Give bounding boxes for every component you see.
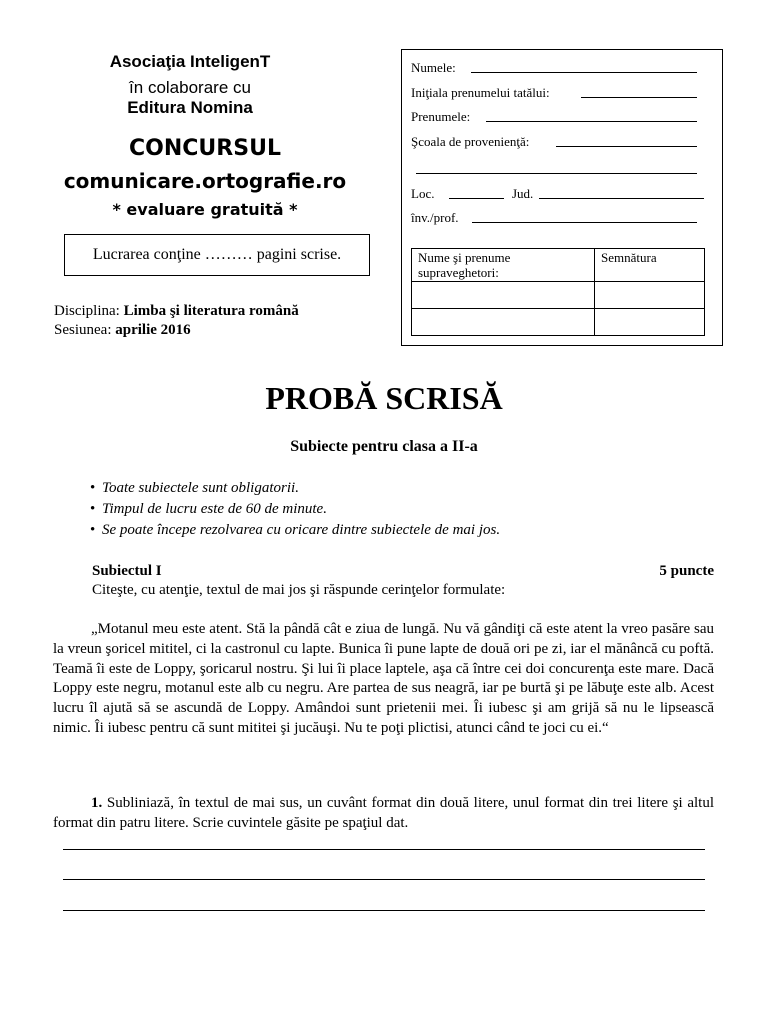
organization-name: Asociaţia InteligenT	[109, 52, 271, 71]
subject-title: Subiectul I	[92, 563, 162, 579]
question-1	[53, 794, 714, 834]
name-label: Numele:	[411, 60, 456, 75]
contest-title: CONCURSUL	[129, 136, 281, 161]
loc-label: Loc.	[411, 186, 435, 201]
exam-title: PROBĂ SCRISĂ	[265, 380, 503, 416]
bullet-icon: •	[90, 501, 96, 517]
school-field[interactable]	[556, 146, 697, 147]
signature-header: Semnătura	[595, 249, 705, 282]
answer-line[interactable]	[63, 849, 705, 850]
supervisor-1-signature-cell[interactable]	[595, 282, 705, 309]
subject-points: 5 puncte	[659, 563, 714, 579]
pages-count-box: Lucrarea conţine ……… pagini scrise.	[64, 234, 370, 276]
story-paragraph: „Motanul meu este atent. Stă la pândă cât e ziua de lungă. Nu vă gândiţi că este atent la vreo pasăre sau la vreun şoricel mititel, ci la castronul cu lapte. Bunica îi pune lapte de două ori pe zi, iar el mănâncă cu poftă. Teamă îi este de Loppy, şoricarul nostru. Şi lui îi place laptele, aşa că între cei doi concurenţa este mare. Dacă Loppy este negru, motanul este alb cu negru. Are partea de sus neagră, iar pe burtă şi pe lăbuţe este alb. Acest lucru îl ajută să se ascundă de Loppy. Amândoi sunt prietenii mei. Îi iubesc şi am grijă să nu le lipsească nimic. Îi iubesc pentru că sunt mititei şi jucăuşi. Nu te poţi plictisi, atunci când te joci cu ei.“	[53, 621, 714, 736]
county-field[interactable]	[539, 198, 704, 199]
reading-text	[53, 620, 714, 739]
exam-subtitle: Subiecte pentru clasa a II-a	[290, 438, 478, 455]
publisher-name: Editura Nomina	[127, 98, 253, 117]
answer-line[interactable]	[63, 879, 705, 880]
loc-field[interactable]	[449, 198, 504, 199]
session-line	[54, 321, 191, 339]
teacher-label: înv./prof.	[411, 210, 459, 225]
session-label: Sesiunea:	[54, 322, 112, 338]
question-number: 1.	[91, 795, 103, 811]
collaboration-line: în colaborare cu	[129, 78, 251, 97]
discipline-line	[54, 302, 299, 320]
discipline-value: Limba şi literatura română	[123, 303, 299, 319]
supervisor-2-name-cell[interactable]	[412, 309, 595, 336]
supervisors-table	[411, 248, 705, 336]
subject-instruction: Citeşte, cu atenţie, textul de mai jos şi răspunde cerinţelor formulate:	[92, 582, 506, 598]
teacher-field[interactable]	[472, 222, 697, 223]
rule-item: • Timpul de lucru este de 60 de minute.	[90, 499, 500, 520]
father-initial-field[interactable]	[581, 97, 697, 98]
rule-item: • Se poate începe rezolvarea cu oricare dintre subiectele de mai jos.	[90, 520, 500, 541]
question-text: Subliniază, în textul de mai sus, un cuvânt format din două litere, unul format din trei litere şi altul format din patru litere. Scrie cuvintele găsite pe spaţiul dat.	[53, 795, 714, 831]
first-name-label: Prenumele:	[411, 109, 471, 124]
contest-site: comunicare.ortografie.ro	[63, 169, 347, 193]
supervisor-2-signature-cell[interactable]	[595, 309, 705, 336]
session-value: aprilie 2016	[115, 322, 191, 338]
exam-rules	[90, 478, 500, 541]
school-field-line-2[interactable]	[416, 173, 697, 174]
supervisor-1-name-cell[interactable]	[412, 282, 595, 309]
supervisors-header: Nume şi prenume supraveghetori:	[412, 249, 595, 282]
school-label: Şcoala de provenienţă:	[411, 134, 530, 149]
father-initial-label: Iniţiala prenumelui tatălui:	[411, 85, 550, 100]
name-field[interactable]	[471, 72, 697, 73]
bullet-icon: •	[90, 480, 96, 496]
first-name-field[interactable]	[486, 121, 697, 122]
rule-item: • Toate subiectele sunt obligatorii.	[90, 478, 500, 499]
bullet-icon: •	[90, 522, 96, 538]
contest-tagline: * evaluare gratuită *	[112, 200, 298, 219]
discipline-label: Disciplina:	[54, 303, 120, 319]
county-label: Jud.	[512, 186, 534, 201]
answer-line[interactable]	[63, 910, 705, 911]
student-info-box	[401, 49, 723, 346]
